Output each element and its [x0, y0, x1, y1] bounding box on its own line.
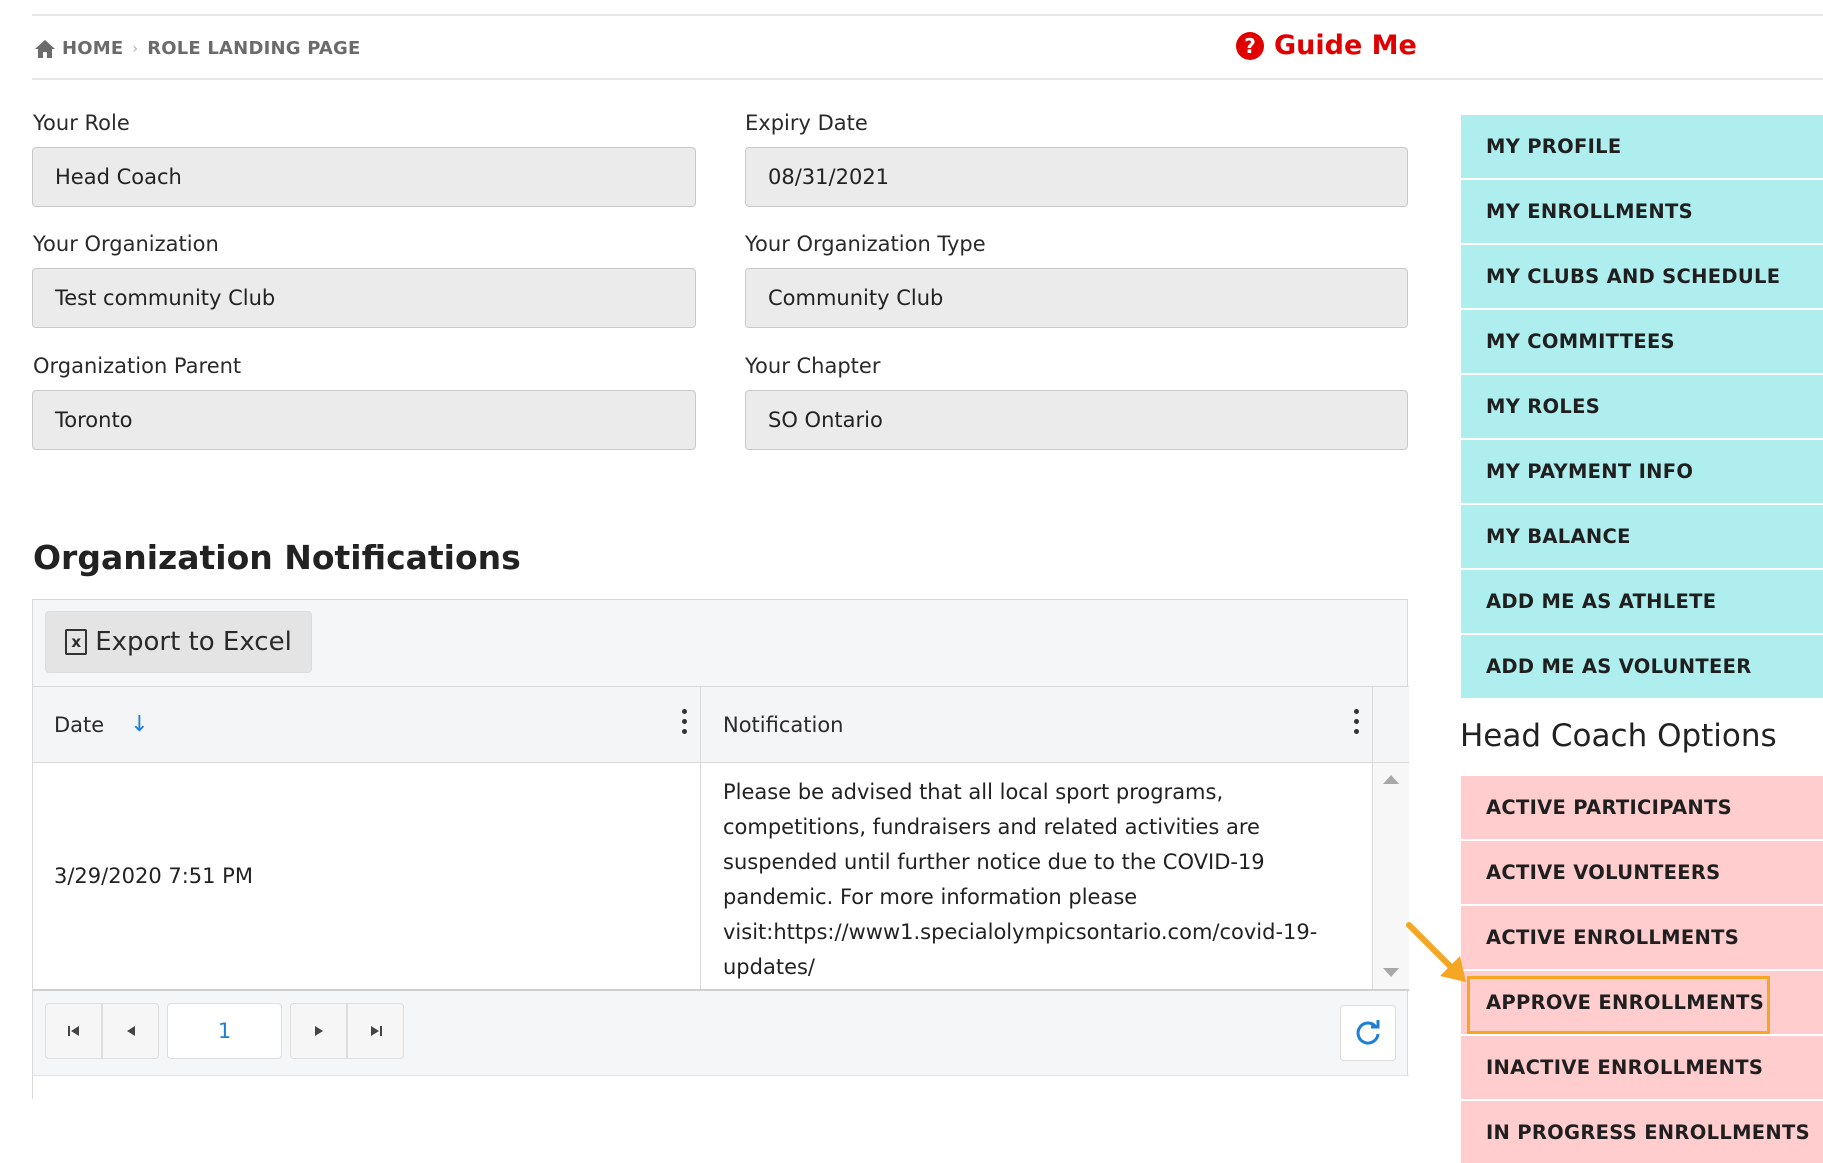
organization-parent-label: Organization Parent: [33, 354, 242, 378]
export-label: Export to Excel: [95, 627, 292, 657]
last-page-icon: [369, 1024, 383, 1038]
first-page-icon: [67, 1024, 81, 1038]
prev-page-icon: [125, 1024, 137, 1038]
breadcrumb-separator-icon: ›: [132, 40, 139, 57]
menu-item-my-clubs-and-schedule[interactable]: MY CLUBS AND SCHEDULE: [1461, 245, 1823, 310]
organization-type-field: Community Club: [745, 268, 1408, 328]
menu-item-inactive-enrollments[interactable]: INACTIVE ENROLLMENTS: [1461, 1036, 1823, 1101]
chapter-field: SO Ontario: [745, 390, 1408, 450]
notifications-grid: [32, 599, 1408, 1099]
menu-item-my-roles[interactable]: MY ROLES: [1461, 375, 1823, 440]
question-circle-icon: ?: [1236, 32, 1264, 60]
menu-item-my-balance[interactable]: MY BALANCE: [1461, 505, 1823, 570]
grid-footer: [33, 1075, 1409, 1099]
head-coach-options-title: Head Coach Options: [1460, 718, 1777, 754]
menu-item-my-committees[interactable]: MY COMMITTEES: [1461, 310, 1823, 375]
profile-menu: [1461, 115, 1823, 700]
organization-field: Test community Club: [32, 268, 696, 328]
column-header-date-label: Date: [54, 712, 105, 737]
menu-item-approve-enrollments[interactable]: APPROVE ENROLLMENTS: [1461, 971, 1823, 1036]
menu-item-my-payment-info[interactable]: MY PAYMENT INFO: [1461, 440, 1823, 505]
organization-label: Your Organization: [33, 232, 219, 256]
expiry-label: Expiry Date: [745, 111, 868, 135]
next-page-icon: [313, 1024, 325, 1038]
column-header-notification[interactable]: [701, 687, 1373, 762]
page-number-button[interactable]: 1: [167, 1003, 282, 1059]
menu-item-active-enrollments[interactable]: ACTIVE ENROLLMENTS: [1461, 906, 1823, 971]
refresh-button[interactable]: [1340, 1005, 1396, 1061]
menu-item-my-profile[interactable]: MY PROFILE: [1461, 115, 1823, 180]
next-page-button[interactable]: [290, 1003, 347, 1059]
kebab-menu-icon[interactable]: [682, 709, 688, 734]
menu-item-add-me-as-athlete[interactable]: ADD ME AS ATHLETE: [1461, 570, 1823, 635]
pager: [45, 1003, 404, 1059]
menu-item-active-volunteers[interactable]: ACTIVE VOLUNTEERS: [1461, 841, 1823, 906]
breadcrumb-home[interactable]: HOME: [62, 38, 124, 59]
expiry-field: 08/31/2021: [745, 147, 1408, 207]
column-header-notification-label: Notification: [723, 712, 844, 737]
refresh-icon: [1354, 1019, 1382, 1047]
prev-page-button[interactable]: [102, 1003, 159, 1059]
breadcrumb: [34, 38, 361, 59]
role-label: Your Role: [33, 111, 130, 135]
export-to-excel-button[interactable]: [45, 611, 312, 673]
menu-item-active-participants[interactable]: ACTIVE PARTICIPANTS: [1461, 776, 1823, 841]
scroll-up-icon[interactable]: [1383, 775, 1399, 784]
kebab-menu-icon[interactable]: [1354, 709, 1360, 734]
notifications-title: Organization Notifications: [33, 538, 521, 577]
head-coach-options-menu: [1461, 776, 1823, 1163]
scroll-down-icon[interactable]: [1383, 968, 1399, 977]
table-row[interactable]: [33, 763, 1409, 991]
menu-item-add-me-as-volunteer[interactable]: ADD ME AS VOLUNTEER: [1461, 635, 1823, 700]
grid-header: [33, 686, 1409, 763]
home-icon[interactable]: [34, 39, 56, 59]
cell-notification: Please be advised that all local sport programs, competitions, fundraisers and related activities are suspended until further notice due to the COVID-19 pandemic. For more information please visit:https://www1.specialolympicsontario.com/covid-19-updates/: [701, 763, 1373, 989]
sort-down-icon[interactable]: ↓: [130, 712, 149, 737]
menu-item-my-enrollments[interactable]: MY ENROLLMENTS: [1461, 180, 1823, 245]
guide-me-label: Guide Me: [1274, 30, 1417, 61]
vertical-scrollbar[interactable]: [1373, 763, 1409, 989]
cell-date: 3/29/2020 7:51 PM: [33, 763, 701, 989]
last-page-button[interactable]: [347, 1003, 404, 1059]
organization-parent-field: Toronto: [32, 390, 696, 450]
role-field: Head Coach: [32, 147, 696, 207]
breadcrumb-current: ROLE LANDING PAGE: [147, 38, 361, 59]
top-bar: [32, 14, 1823, 80]
guide-me-button[interactable]: [1236, 30, 1417, 61]
first-page-button[interactable]: [45, 1003, 102, 1059]
organization-type-label: Your Organization Type: [745, 232, 986, 256]
chapter-label: Your Chapter: [745, 354, 881, 378]
excel-file-icon: x: [65, 629, 87, 655]
column-header-date[interactable]: [33, 687, 701, 762]
menu-item-in-progress-enrollments[interactable]: IN PROGRESS ENROLLMENTS: [1461, 1101, 1823, 1163]
